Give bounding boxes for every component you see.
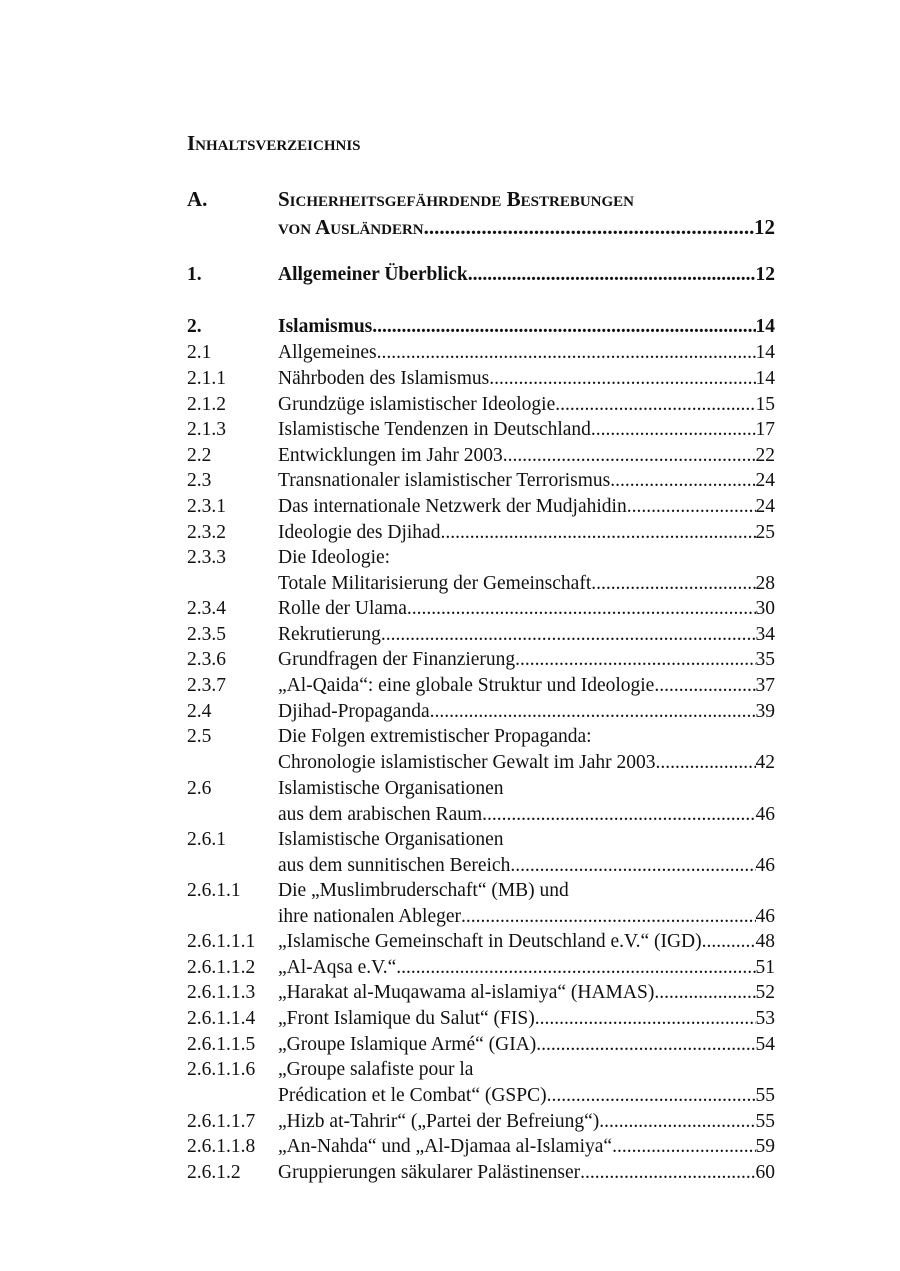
toc-entry-title: Nährboden des Islamismus (278, 368, 490, 389)
toc-entry (187, 980, 775, 1006)
toc-entry-line (187, 571, 775, 597)
dot-leader (599, 1109, 755, 1135)
toc-entry (187, 417, 775, 443)
toc-entry-page: 46 (755, 855, 775, 876)
toc-entry-line (187, 647, 775, 673)
toc-entry (187, 878, 775, 930)
toc-entry-number: 2.3.1 (187, 496, 226, 517)
dot-leader (489, 366, 755, 392)
toc-entry-title: Gruppierungen säkularer Palästinenser (278, 1162, 581, 1183)
toc-entry-line (187, 392, 775, 418)
toc-entry (187, 1032, 775, 1058)
toc-entry (187, 340, 775, 366)
toc-entry-page: 52 (755, 982, 775, 1003)
toc-entry-page: 39 (755, 701, 775, 722)
toc-entry-line (187, 750, 775, 776)
toc-entry-number: 2. (187, 316, 202, 337)
toc-entry-line (187, 980, 775, 1006)
toc-entry (187, 1057, 775, 1109)
toc-entry (187, 776, 775, 828)
toc-entry-line (187, 185, 775, 213)
toc-entry-title: Entwicklungen im Jahr 2003 (278, 445, 503, 466)
toc-entry (187, 622, 775, 648)
toc-entry-title: Die Folgen extremistischer Propaganda: (278, 726, 592, 747)
toc-entry-page: 53 (755, 1008, 775, 1029)
toc-entry-line (187, 1057, 775, 1083)
toc-entry (187, 443, 775, 469)
toc-entry-line (187, 443, 775, 469)
dot-leader (461, 904, 755, 930)
toc-entry-number: 2.1 (187, 342, 212, 363)
toc-entry-number: 2.3.5 (187, 624, 226, 645)
dot-leader (702, 929, 756, 955)
toc-entry-line (187, 314, 775, 340)
toc-entry-title: von Ausländern (278, 215, 424, 239)
toc-entry-line (187, 929, 775, 955)
toc-entry-title: „Groupe Islamique Armé“ (GIA) (278, 1034, 537, 1055)
toc-entry-number: 1. (187, 264, 202, 285)
dot-leader (591, 571, 755, 597)
toc-entry-title: „An-Nahda“ und „Al-Djamaa al-Islamiya“ (278, 1136, 613, 1157)
toc-entry-title: Rolle der Ulama (278, 598, 407, 619)
toc-entry-title: „Al-Qaida“: eine globale Struktur und Ideologie (278, 675, 655, 696)
toc-entry-title: Islamistische Tendenzen in Deutschland (278, 419, 591, 440)
toc-entry (187, 955, 775, 981)
toc-entry (187, 185, 775, 241)
toc-entry-line (187, 494, 775, 520)
toc-entry (187, 314, 775, 340)
dot-leader (372, 314, 755, 340)
toc-entry-number: 2.6.1.1.5 (187, 1034, 256, 1055)
toc-entry-line (187, 596, 775, 622)
toc-entry (187, 699, 775, 725)
toc-entry-page: 14 (755, 368, 775, 389)
toc-entry-number: 2.3.4 (187, 598, 226, 619)
dot-leader (468, 262, 756, 288)
toc-entry-line (187, 724, 775, 750)
toc-entry-title: ihre nationalen Ableger (278, 906, 462, 927)
toc-entry (187, 647, 775, 673)
toc-entry (187, 929, 775, 955)
toc-entry-number: 2.6.1.1.7 (187, 1111, 256, 1132)
toc-entry-page: 28 (755, 573, 775, 594)
toc-entry-title: „Hizb at-Tahrir“ („Partei der Befreiung“) (278, 1111, 600, 1132)
toc-entry-title: Totale Militarisierung der Gemeinschaft (278, 573, 592, 594)
toc-entry-page: 37 (755, 675, 775, 696)
dot-leader (654, 673, 755, 699)
toc-entry-number: 2.6.1.1.4 (187, 1008, 256, 1029)
toc-entry-title: Die Ideologie: (278, 547, 391, 568)
toc-entry-title: Allgemeines (278, 342, 377, 363)
toc-entry-line (187, 776, 775, 802)
toc-entry-page: 42 (755, 752, 775, 773)
toc-entry-title: Ideologie des Djihad (278, 522, 441, 543)
dot-leader (396, 955, 755, 981)
toc-entry-page: 48 (755, 931, 775, 952)
dot-leader (610, 468, 755, 494)
toc-entry-line (187, 417, 775, 443)
toc-entry-page: 55 (755, 1085, 775, 1106)
toc-entry-number: 2.6.1.1.8 (187, 1136, 256, 1157)
dot-leader (654, 980, 755, 1006)
toc-entry-page: 55 (755, 1111, 775, 1132)
toc-entry-line (187, 520, 775, 546)
toc-entry-number: 2.4 (187, 701, 212, 722)
toc-entry (187, 520, 775, 546)
toc-entry-number: 2.3.2 (187, 522, 226, 543)
toc-entry-line (187, 213, 775, 241)
toc-entry-page: 14 (755, 342, 775, 363)
toc-entry-title: „Al-Aqsa e.V.“ (278, 957, 397, 978)
dot-leader (503, 443, 756, 469)
toc-entry-line (187, 904, 775, 930)
toc-entry-line (187, 340, 775, 366)
toc-entry-line (187, 827, 775, 853)
toc-entry-title: „Islamische Gemeinschaft in Deutschland e.V.“ (IGD) (278, 931, 702, 952)
toc-entry-line (187, 1006, 775, 1032)
dot-leader (424, 213, 754, 241)
toc-entry-line (187, 802, 775, 828)
toc-entry (187, 1134, 775, 1160)
toc-entry-page: 25 (755, 522, 775, 543)
toc-entry-page: 22 (755, 445, 775, 466)
dot-leader (407, 596, 756, 622)
dot-leader (627, 494, 756, 520)
toc-entry-page: 46 (755, 906, 775, 927)
toc-entry-page: 54 (755, 1034, 775, 1055)
toc-entry-page: 24 (755, 496, 775, 517)
toc-entry (187, 494, 775, 520)
toc-entry-title: Islamistische Organisationen (278, 778, 504, 799)
toc-entry (187, 827, 775, 879)
toc-entry-title: Prédication et le Combat“ (GSPC) (278, 1085, 547, 1106)
toc-entry-number: 2.1.1 (187, 368, 226, 389)
toc-entry-line (187, 673, 775, 699)
toc-entry-number: A. (187, 187, 208, 211)
toc-entry-title: Islamismus (278, 316, 373, 337)
dot-leader (381, 622, 756, 648)
toc-entry (187, 468, 775, 494)
toc-entry (187, 1109, 775, 1135)
toc-entry-line (187, 545, 775, 571)
toc-entry-line (187, 366, 775, 392)
dot-leader (430, 699, 756, 725)
toc-entry-number: 2.6.1.1.1 (187, 931, 256, 952)
toc-entry (187, 262, 775, 288)
toc-entry-title: Islamistische Organisationen (278, 829, 504, 850)
toc-entry-number: 2.1.3 (187, 419, 226, 440)
toc-entry (187, 545, 775, 597)
toc-entry-page: 60 (755, 1162, 775, 1183)
toc-entry-title: Chronologie islamistischer Gewalt im Jahr 2003 (278, 752, 656, 773)
toc-entry (187, 724, 775, 776)
toc-entry-title: „Harakat al-Muqawama al-islamiya“ (HAMAS) (278, 982, 655, 1003)
toc-entry-page: 24 (755, 470, 775, 491)
toc-entry-line (187, 878, 775, 904)
dot-leader (591, 417, 756, 443)
toc-entry-number: 2.3.6 (187, 649, 226, 670)
toc-entry-title: Grundzüge islamistischer Ideologie (278, 394, 556, 415)
toc-entry-number: 2.6.1.1.6 (187, 1059, 256, 1080)
toc-entry-title: Grundfragen der Finanzierung (278, 649, 516, 670)
toc-entry-page: 15 (755, 394, 775, 415)
toc-entry-line (187, 262, 775, 288)
toc-entry-number: 2.1.2 (187, 394, 226, 415)
toc-entry-line (187, 1160, 775, 1186)
toc-entry-line (187, 1083, 775, 1109)
dot-leader (547, 1083, 756, 1109)
toc-entry-number: 2.3.3 (187, 547, 226, 568)
toc-entry-title: Rekrutierung (278, 624, 381, 645)
dot-leader (535, 1006, 756, 1032)
toc-entry-line (187, 1032, 775, 1058)
toc-entry-page: 12 (755, 264, 775, 285)
toc-entry-number: 2.6.1.1 (187, 880, 241, 901)
toc-entry-title: aus dem sunnitischen Bereich (278, 855, 511, 876)
toc-entry (187, 596, 775, 622)
toc-entry-number: 2.6.1.2 (187, 1162, 241, 1183)
toc-entry-page: 59 (755, 1136, 775, 1157)
toc-entry-number: 2.6.1.1.2 (187, 957, 256, 978)
dot-leader (612, 1134, 755, 1160)
toc-entry-title: „Groupe salafiste pour la (278, 1059, 474, 1080)
toc-entry-page: 12 (754, 215, 775, 239)
toc-entry (187, 366, 775, 392)
dot-leader (440, 520, 755, 546)
toc-entry-line (187, 853, 775, 879)
toc-entry-title: Djihad-Propaganda (278, 701, 430, 722)
toc-entry (187, 673, 775, 699)
toc-entry (187, 392, 775, 418)
toc-entry-line (187, 1109, 775, 1135)
toc-entry-page: 34 (755, 624, 775, 645)
toc-heading: Inhaltsverzeichnis (187, 131, 361, 155)
toc-entry-line (187, 1134, 775, 1160)
dot-leader (515, 647, 755, 673)
dot-leader (377, 340, 756, 366)
toc-entry-line (187, 622, 775, 648)
toc-entry-title: Die „Muslimbruderschaft“ (MB) und (278, 880, 569, 901)
toc-entry-title: Transnationaler islamistischer Terrorismus (278, 470, 611, 491)
toc-entry-number: 2.3.7 (187, 675, 226, 696)
toc-entry (187, 1160, 775, 1186)
toc-entry-line (187, 955, 775, 981)
toc-entry-number: 2.6 (187, 778, 212, 799)
toc-entry-page: 17 (755, 419, 775, 440)
toc-entry-title: Sicherheitsgefährdende Bestrebungen (278, 187, 635, 211)
dot-leader (536, 1032, 755, 1058)
dot-leader (555, 392, 755, 418)
dot-leader (510, 853, 755, 879)
dot-leader (482, 802, 755, 828)
toc-entry-page: 51 (755, 957, 775, 978)
toc-entry-number: 2.3 (187, 470, 212, 491)
toc-entry-title: aus dem arabischen Raum (278, 804, 483, 825)
toc-entry-line (187, 468, 775, 494)
toc-entry-number: 2.6.1 (187, 829, 226, 850)
toc-entry-title: Allgemeiner Überblick (278, 264, 468, 285)
toc-entry-number: 2.5 (187, 726, 212, 747)
toc-entry-number: 2.2 (187, 445, 212, 466)
toc-entry-page: 30 (755, 598, 775, 619)
toc-entry-title: „Front Islamique du Salut“ (FIS) (278, 1008, 535, 1029)
toc-entry-number: 2.6.1.1.3 (187, 982, 256, 1003)
dot-leader (580, 1160, 755, 1186)
toc-entry-page: 14 (755, 316, 775, 337)
toc-entry-page: 46 (755, 804, 775, 825)
toc-entry-title: Das internationale Netzwerk der Mudjahidin (278, 496, 627, 517)
dot-leader (655, 750, 755, 776)
toc-entry-page: 35 (755, 649, 775, 670)
toc-entry-line (187, 699, 775, 725)
toc-entry (187, 1006, 775, 1032)
